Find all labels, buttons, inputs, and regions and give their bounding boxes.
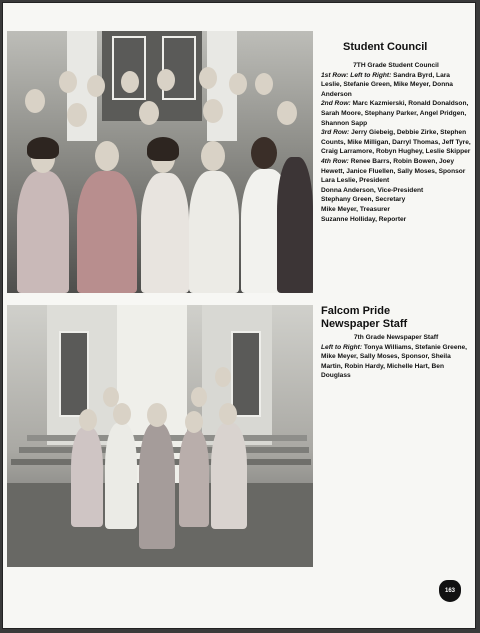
student bbox=[25, 89, 45, 113]
caption-row bbox=[321, 343, 471, 381]
row-names: Renee Barrs, Robin Bowen, Joey Hewett, Janice Fluellen, Sally Moses, Sponsor bbox=[321, 157, 466, 175]
caption-subtitle: 7TH Grade Student Council bbox=[353, 62, 439, 69]
student bbox=[87, 75, 105, 97]
caption-subtitle: 7th Grade Newspaper Staff bbox=[353, 334, 439, 341]
student-face bbox=[251, 137, 277, 169]
row-names: Jerry Giebeig, Debbie Zirke, Stephen Counts, Mike Milligan, Darryl Thomas, Jeff Tyre, Craig Larramore, Robyn Hughey, Leslie Skipper bbox=[321, 129, 471, 156]
student bbox=[211, 423, 247, 529]
student-face bbox=[185, 411, 203, 433]
student-council-caption bbox=[321, 61, 471, 224]
hair bbox=[147, 137, 179, 161]
officer-secretary: Stephany Green, Secretary bbox=[321, 196, 406, 204]
section-title-student-council: Student Council bbox=[343, 41, 428, 53]
student bbox=[277, 157, 313, 293]
newspaper-staff-photo bbox=[7, 305, 313, 567]
row-label: 4th Row: bbox=[321, 157, 349, 165]
student-face bbox=[219, 403, 237, 425]
row-names: Marc Kazmierski, Ronald Donaldson, Sarah Moore, Stephany Parker, Angel Pridgen, Shannon Sapp bbox=[321, 100, 469, 127]
student bbox=[67, 103, 87, 127]
student bbox=[139, 101, 159, 125]
sponsor-face bbox=[147, 403, 167, 427]
row-label: 2nd Row: bbox=[321, 100, 351, 108]
student bbox=[157, 69, 175, 91]
section-title-newspaper-staff bbox=[321, 305, 407, 331]
title-line-1: Falcom Pride bbox=[321, 305, 391, 317]
window bbox=[231, 331, 261, 417]
yearbook-page bbox=[2, 2, 476, 629]
student-face bbox=[95, 141, 119, 171]
row-label: Left to Right: bbox=[321, 343, 363, 351]
student bbox=[179, 429, 209, 527]
officer-reporter: Suzanne Holliday, Reporter bbox=[321, 215, 407, 223]
student-face bbox=[113, 403, 131, 425]
officer-president: Lara Leslie, President bbox=[321, 177, 390, 185]
student-council-photo bbox=[7, 31, 313, 293]
newspaper-staff-caption bbox=[321, 333, 471, 381]
student bbox=[277, 101, 297, 125]
student bbox=[105, 423, 137, 529]
student bbox=[59, 71, 77, 93]
row-label: 3rd Row: bbox=[321, 129, 350, 137]
caption-row-2 bbox=[321, 99, 471, 128]
student bbox=[189, 171, 239, 293]
caption-row-4 bbox=[321, 157, 471, 176]
caption-row-1 bbox=[321, 71, 471, 100]
student bbox=[199, 67, 217, 89]
student-face bbox=[191, 387, 207, 407]
student-face bbox=[103, 387, 119, 407]
officer-treasurer: Mike Meyer, Treasurer bbox=[321, 205, 390, 213]
row-names: Sandra Byrd, Lara Leslie, Stefanie Green, Mike Meyer, Donna Anderson bbox=[321, 71, 453, 98]
title-line-2: Newspaper Staff bbox=[321, 318, 408, 330]
row-label: 1st Row: Left to Right: bbox=[321, 71, 392, 79]
student bbox=[17, 171, 69, 293]
officer-vice-president: Donna Anderson, Vice-President bbox=[321, 186, 424, 194]
student-face bbox=[201, 141, 225, 171]
student-face bbox=[215, 367, 231, 387]
page-number-badge bbox=[439, 580, 461, 602]
student bbox=[77, 171, 137, 293]
hair bbox=[27, 137, 59, 159]
student bbox=[141, 173, 189, 293]
window bbox=[59, 331, 89, 417]
sponsor bbox=[139, 423, 175, 549]
student-face bbox=[79, 409, 97, 431]
row-names: Tonya Williams, Stefanie Greene, Mike Meyer, Sally Moses, Sponsor, Sheila Martin, Robin Hardy, Michelle Hart, Ben Douglass bbox=[321, 343, 468, 380]
student bbox=[255, 73, 273, 95]
student bbox=[229, 73, 247, 95]
caption-row-3 bbox=[321, 128, 471, 157]
student bbox=[203, 99, 223, 123]
page-number: 163 bbox=[444, 588, 455, 594]
student bbox=[121, 71, 139, 93]
student bbox=[71, 427, 103, 527]
